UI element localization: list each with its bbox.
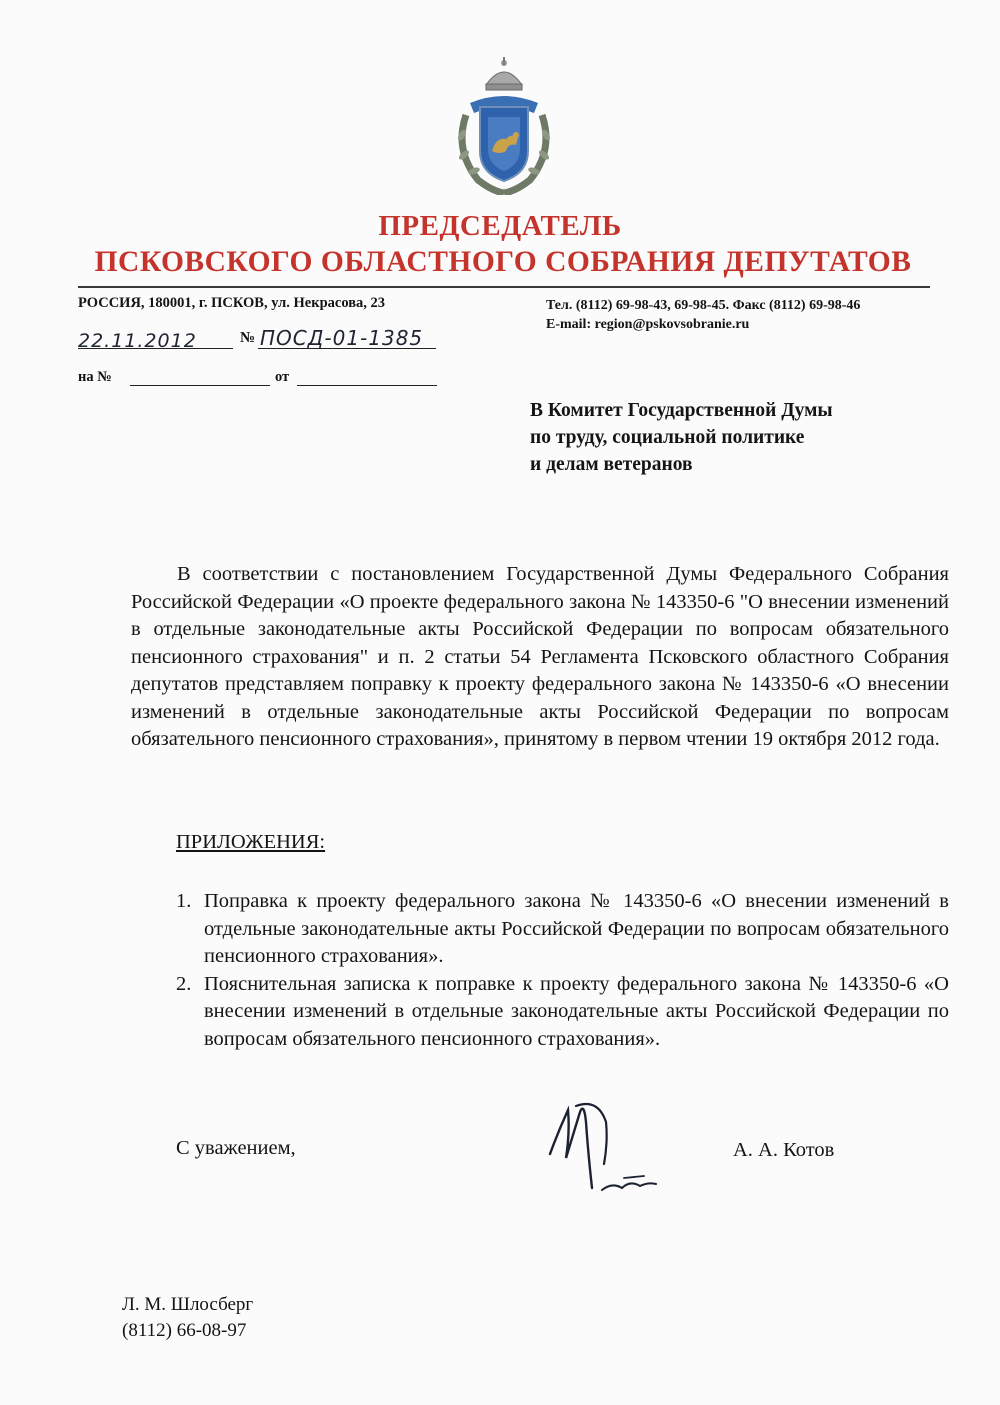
- list-item: [176, 971, 949, 1054]
- attachment-number: 1.: [176, 890, 192, 912]
- body-paragraph: В соответствии с постановлением Государственной Думы Федерального Собрания Российской Федерации «О проекте федерального закона № 143350-6 "О внесении изменений в отдельные законодательные акты Российской Федерации по вопросам обязательного пенсионного страхования" и п. 2 статьи 54 Регламента Псковского областного Собрания депутатов представляем поправку к проекту федерального закона № 143350-6 «О внесении изменений в отдельные законодательные акты Российской Федерации по вопросам обязательного пенсионного страхования», принятому в первом чтении 19 октября 2012 года.: [131, 563, 949, 750]
- attachments-title: ПРИЛОЖЕНИЯ:: [176, 831, 326, 853]
- letterhead-address: РОССИЯ, 180001, г. ПСКОВ, ул. Некрасова, 23: [78, 295, 386, 311]
- reply-to-label: на №: [78, 369, 112, 385]
- registration-date: 22.11.2012: [78, 330, 197, 352]
- attachments-list: [176, 888, 949, 1053]
- letterhead-title-line1: ПРЕДСЕДАТЕЛЬ: [378, 210, 622, 242]
- attachment-text: Пояснительная записка к поправке к проекту федерального закона № 143350-6 «О внесении изменений в отдельные законодательные акты Российской Федерации по вопросам обязательного пенсионного страхования».: [204, 972, 949, 1050]
- attachment-number: 2.: [176, 972, 192, 995]
- reply-from-label: от: [275, 369, 290, 385]
- executor-phone: (8112) 66-08-97: [122, 1320, 247, 1341]
- reply-from-date-line: [297, 385, 437, 386]
- addressee-line3: и делам ветеранов: [530, 454, 693, 475]
- registration-date-underline: [78, 348, 233, 349]
- registration-number: ПОСД-01-1385: [260, 326, 424, 350]
- executor-name: Л. М. Шлосберг: [122, 1294, 254, 1315]
- letterhead-phone: Тел. (8112) 69-98-43, 69-98-45. Факс (8112) 69-98-46: [546, 298, 861, 313]
- letterhead-contacts: [546, 296, 860, 334]
- addressee-line2: по труду, социальной политике: [530, 427, 805, 448]
- letterhead-divider: [78, 286, 930, 288]
- addressee-block: [530, 397, 833, 478]
- handwritten-signature-icon: [540, 1092, 680, 1202]
- signer-name: А. А. Котов: [733, 1139, 835, 1161]
- list-item: [176, 888, 949, 971]
- addressee-line1: В Комитет Государственной Думы: [530, 400, 833, 421]
- closing-phrase: С уважением,: [176, 1137, 296, 1159]
- executor-block: [122, 1292, 253, 1344]
- letterhead-title-line2: ПСКОВСКОГО ОБЛАСТНОГО СОБРАНИЯ ДЕПУТАТОВ: [94, 246, 912, 278]
- coat-of-arms-icon: [448, 55, 560, 195]
- reply-to-number-line: [130, 385, 270, 386]
- registration-number-label: №: [240, 330, 256, 346]
- registration-number-underline: [258, 348, 436, 349]
- attachment-text: Поправка к проекту федерального закона № 143350-6 «О внесении изменений в отдельные законодательные акты Российской Федерации по вопросам обязательного пенсионного страхования».: [204, 890, 949, 967]
- letterhead-email: E-mail: region@pskovsobranie.ru: [546, 317, 750, 332]
